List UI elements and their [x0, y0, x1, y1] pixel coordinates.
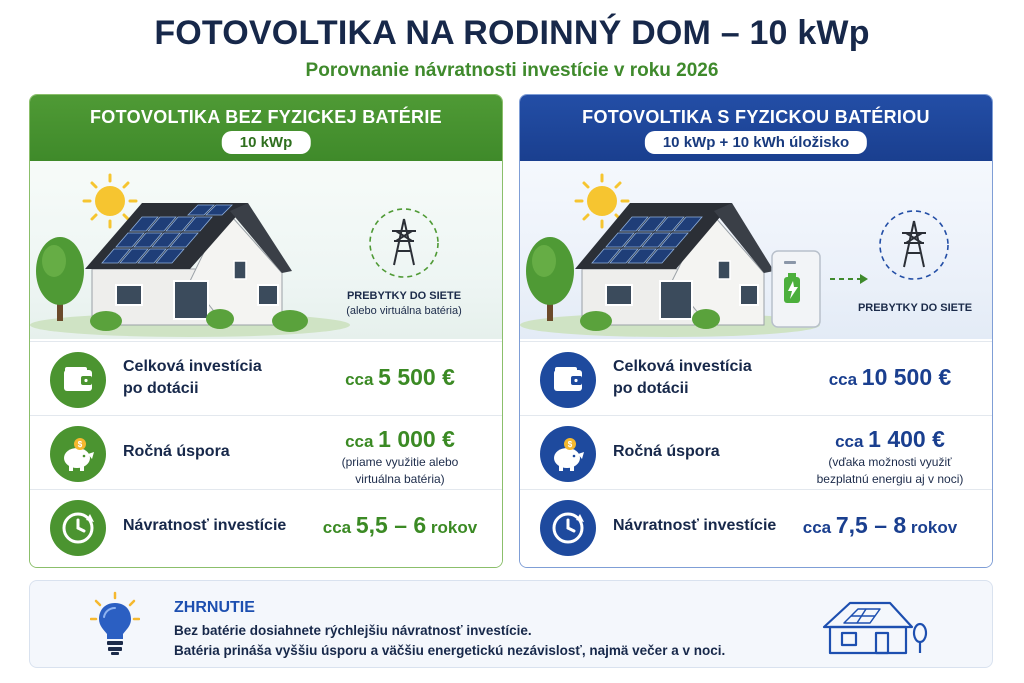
payback-row: [520, 489, 992, 568]
row-label: Návratnosť investície: [123, 517, 287, 534]
capacity-badge: 10 kWp: [222, 131, 311, 154]
row-label: Ročná úspora: [123, 443, 230, 460]
investment-value: cca 10 500 €: [828, 364, 952, 390]
grid-label: PREBYTKY DO SIETE: [346, 290, 462, 302]
house-icon: [85, 203, 292, 325]
grid-label: PREBYTKY DO SIETE: [857, 302, 973, 314]
panel-title: FOTOVOLTIKA BEZ FYZICKEJ BATÉRIE: [90, 107, 442, 127]
clock-icon: [50, 500, 106, 556]
summary-line: Batéria prináša vyššiu úsporu a väčšiu energetickú nezávislosť, najmä večer a v noci.: [174, 643, 726, 658]
payback-value: cca 7,5 – 8 rokov: [802, 512, 958, 538]
house-illustration: [30, 161, 502, 339]
summary-line: Bez batérie dosiahnete rýchlejšiu návratnosť investície.: [174, 623, 532, 638]
piggy-bank-icon: [540, 426, 596, 482]
savings-note: (vďaka možnosti využiť bezplatnú energiu aj v noci): [816, 455, 964, 486]
house-illustration: [520, 161, 992, 339]
wallet-icon: [540, 352, 596, 408]
capacity-badge: 10 kWp + 10 kWh úložisko: [645, 131, 867, 154]
row-label: Ročná úspora: [613, 443, 720, 460]
panel-header: [520, 95, 992, 161]
investment-row: [520, 341, 992, 415]
grid-caption: [850, 301, 980, 316]
savings-row: [30, 415, 502, 489]
tree-icon: [526, 237, 574, 321]
lightbulb-icon: [90, 591, 140, 657]
payback-row: [30, 489, 502, 568]
savings-note: (priame využitie alebo virtuálna batéria): [341, 455, 459, 486]
svg-text:$: $: [77, 440, 83, 449]
panel-header: [30, 95, 502, 161]
summary-box: [29, 580, 993, 668]
savings-value: cca 1 000 €: [345, 426, 455, 452]
savings-row: [520, 415, 992, 489]
panel-with-battery: [519, 94, 993, 568]
grid-sublabel: (alebo virtuálna batéria): [346, 305, 462, 317]
row-label: Návratnosť investície: [613, 517, 777, 534]
grid-caption: [342, 289, 466, 319]
page-subtitle: Porovnanie návratnosti investície v roku 2026: [305, 60, 719, 81]
payback-value: cca 5,5 – 6 rokov: [322, 512, 478, 538]
tree-icon: [36, 237, 84, 321]
summary-title: ZHRNUTIE: [174, 599, 255, 616]
clock-icon: [540, 500, 596, 556]
row-label: Celková investícia po dotácii: [123, 358, 262, 397]
solar-house-icon: [820, 599, 930, 655]
panel-title: FOTOVOLTIKA S FYZICKOU BATÉRIOU: [582, 107, 930, 127]
panel-without-battery: [29, 94, 503, 568]
house-icon: [575, 203, 774, 325]
investment-row: [30, 341, 502, 415]
home-battery-icon: [772, 251, 820, 327]
power-pylon-icon: [370, 209, 438, 277]
savings-value: cca 1 400 €: [835, 426, 945, 452]
arrow-icon: [830, 274, 868, 284]
wallet-icon: [50, 352, 106, 408]
power-pylon-icon: [880, 211, 948, 279]
row-label: Celková investícia po dotácii: [613, 358, 752, 397]
svg-text:$: $: [567, 440, 573, 449]
page-title: FOTOVOLTIKA NA RODINNÝ DOM – 10 kWp: [154, 14, 870, 52]
piggy-bank-icon: [50, 426, 106, 482]
investment-value: cca 5 500 €: [345, 364, 455, 390]
